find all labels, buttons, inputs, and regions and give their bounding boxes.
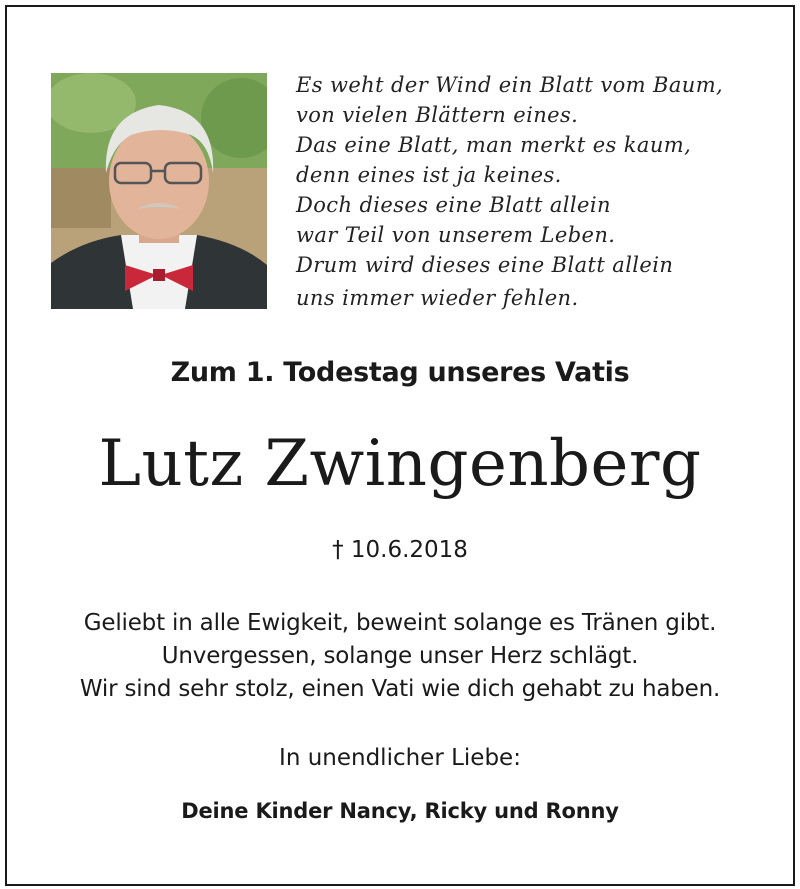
- deceased-name: Lutz Zwingenberg: [98, 427, 702, 501]
- death-date: † 10.6.2018: [332, 537, 468, 563]
- closing-line: In unendlicher Liebe:: [279, 745, 521, 771]
- signature: Deine Kinder Nancy, Ricky und Ronny: [181, 799, 619, 823]
- poem-line: Drum wird dieses eine Blatt allein: [296, 253, 674, 277]
- portrait-photo: [51, 73, 267, 309]
- photo-face: [109, 123, 209, 239]
- portrait-image: [51, 73, 267, 309]
- poem-line: denn eines ist ja keines.: [296, 163, 562, 187]
- photo-wall-shadow: [51, 168, 111, 228]
- memorial-message: [7, 607, 793, 706]
- poem-line: uns immer wieder fehlen.: [296, 286, 579, 310]
- poem-line: Das eine Blatt, man merkt es kaum,: [296, 133, 692, 157]
- poem-line: war Teil von unserem Leben.: [296, 223, 616, 247]
- poem-line: von vielen Blättern eines.: [296, 103, 579, 127]
- message-line: Geliebt in alle Ewigkeit, beweint solange es Tränen gibt.: [83, 610, 717, 636]
- message-line: Wir sind sehr stolz, einen Vati wie dich gehabt zu haben.: [79, 676, 721, 702]
- photo-bow-tie-knot: [153, 269, 165, 281]
- poem: [296, 70, 723, 313]
- headline: Zum 1. Todestag unseres Vatis: [170, 357, 630, 388]
- poem-line: Doch dieses eine Blatt allein: [296, 193, 611, 217]
- message-line: Unvergessen, solange unser Herz schlägt.: [161, 643, 639, 669]
- obituary-notice: [5, 5, 795, 886]
- poem-line: Es weht der Wind ein Blatt vom Baum,: [296, 73, 724, 97]
